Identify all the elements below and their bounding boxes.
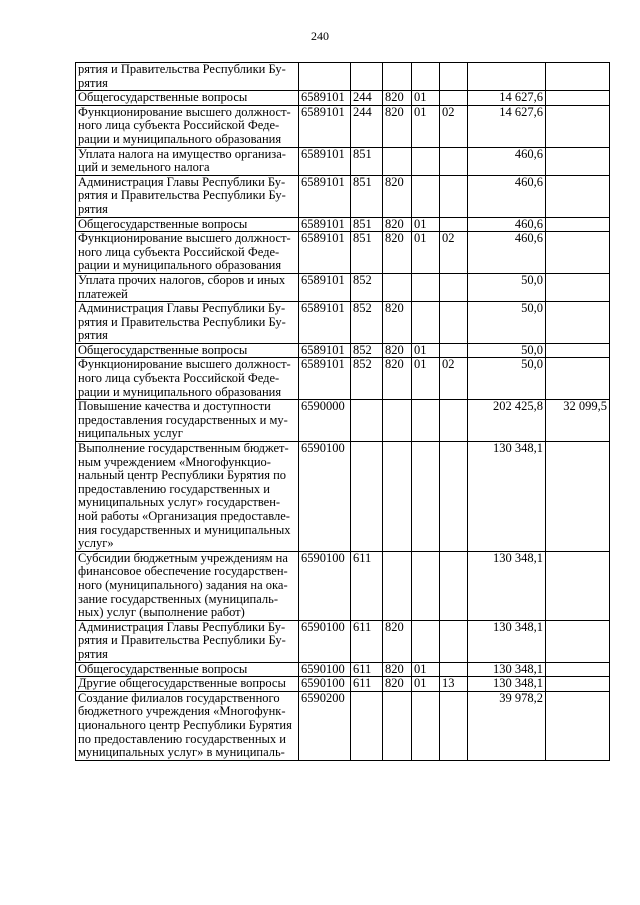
cell-amount: 50,0 (468, 302, 546, 344)
cell-amount-extra (546, 232, 610, 274)
cell-section: 01 (412, 662, 440, 677)
cell-target-code: 6589101 (299, 91, 351, 106)
cell-name: Повышение качества и доступности предоставления государственных и му- ниципальных услуг (76, 400, 299, 442)
table-row (76, 343, 610, 358)
table-row (76, 232, 610, 274)
cell-section: 01 (412, 105, 440, 147)
cell-amount-extra (546, 217, 610, 232)
table-row (76, 400, 610, 442)
cell-ministry-code: 820 (383, 620, 412, 662)
table-row (76, 662, 610, 677)
cell-target-code: 6590100 (299, 551, 351, 620)
cell-amount: 460,6 (468, 217, 546, 232)
cell-subsection (440, 343, 468, 358)
cell-name: Администрация Главы Республики Бу- рятия и Правительства Республики Бу- рятия (76, 302, 299, 344)
cell-expense-type: 244 (351, 105, 383, 147)
cell-subsection: 02 (440, 358, 468, 400)
cell-ministry-code: 820 (383, 105, 412, 147)
table-row (76, 302, 610, 344)
cell-target-code: 6589101 (299, 273, 351, 301)
cell-expense-type: 851 (351, 217, 383, 232)
cell-name: Субсидии бюджетным учреждениям на финансовое обеспечение государствен- ного (муниципального) задания на ока- зание государственных (муниципаль- ных) услуг (выполнение работ) (76, 551, 299, 620)
cell-subsection (440, 273, 468, 301)
cell-subsection (440, 302, 468, 344)
cell-expense-type (351, 63, 383, 91)
cell-ministry-code (383, 63, 412, 91)
cell-amount-extra (546, 105, 610, 147)
cell-section: 01 (412, 217, 440, 232)
table-row (76, 217, 610, 232)
cell-subsection (440, 691, 468, 760)
cell-target-code: 6590100 (299, 662, 351, 677)
cell-amount-extra (546, 551, 610, 620)
cell-amount: 130 348,1 (468, 620, 546, 662)
cell-name: Общегосударственные вопросы (76, 343, 299, 358)
cell-subsection (440, 620, 468, 662)
cell-target-code: 6590100 (299, 442, 351, 552)
cell-target-code (299, 63, 351, 91)
cell-target-code: 6589101 (299, 358, 351, 400)
cell-target-code: 6589101 (299, 147, 351, 175)
table-row (76, 273, 610, 301)
cell-amount-extra (546, 175, 610, 217)
cell-amount-extra: 32 099,5 (546, 400, 610, 442)
table-row (76, 91, 610, 106)
cell-subsection (440, 175, 468, 217)
cell-expense-type (351, 691, 383, 760)
cell-target-code: 6590000 (299, 400, 351, 442)
cell-section (412, 147, 440, 175)
table-row (76, 63, 610, 91)
cell-ministry-code (383, 551, 412, 620)
cell-amount: 460,6 (468, 147, 546, 175)
cell-amount: 14 627,6 (468, 105, 546, 147)
cell-target-code: 6589101 (299, 175, 351, 217)
budget-table (75, 62, 610, 761)
table-row (76, 442, 610, 552)
cell-amount-extra (546, 691, 610, 760)
cell-expense-type (351, 442, 383, 552)
cell-subsection (440, 662, 468, 677)
cell-name: рятия и Правительства Республики Бу- рятия (76, 63, 299, 91)
cell-expense-type: 611 (351, 677, 383, 692)
cell-target-code: 6589101 (299, 232, 351, 274)
cell-subsection (440, 400, 468, 442)
page-number: 240 (311, 29, 329, 43)
cell-expense-type: 611 (351, 662, 383, 677)
cell-ministry-code: 820 (383, 175, 412, 217)
cell-expense-type: 244 (351, 91, 383, 106)
cell-ministry-code (383, 147, 412, 175)
cell-name: Уплата налога на имущество организа- ций и земельного налога (76, 147, 299, 175)
cell-target-code: 6590200 (299, 691, 351, 760)
cell-target-code: 6589101 (299, 105, 351, 147)
cell-ministry-code: 820 (383, 91, 412, 106)
cell-amount: 202 425,8 (468, 400, 546, 442)
cell-name: Другие общегосударственные вопросы (76, 677, 299, 692)
table-row (76, 175, 610, 217)
cell-target-code: 6590100 (299, 620, 351, 662)
cell-amount: 460,6 (468, 175, 546, 217)
cell-amount-extra (546, 91, 610, 106)
cell-ministry-code: 820 (383, 217, 412, 232)
cell-target-code: 6590100 (299, 677, 351, 692)
cell-subsection: 13 (440, 677, 468, 692)
cell-expense-type: 611 (351, 620, 383, 662)
table-body (76, 63, 610, 761)
cell-section: 01 (412, 91, 440, 106)
cell-section (412, 620, 440, 662)
cell-section (412, 302, 440, 344)
cell-expense-type: 851 (351, 232, 383, 274)
cell-section (412, 63, 440, 91)
cell-amount-extra (546, 343, 610, 358)
cell-amount-extra (546, 302, 610, 344)
cell-section (412, 175, 440, 217)
cell-expense-type: 852 (351, 358, 383, 400)
cell-ministry-code: 820 (383, 662, 412, 677)
cell-expense-type: 611 (351, 551, 383, 620)
cell-amount: 50,0 (468, 343, 546, 358)
cell-section: 01 (412, 343, 440, 358)
table-row (76, 677, 610, 692)
cell-subsection (440, 147, 468, 175)
cell-amount: 39 978,2 (468, 691, 546, 760)
cell-subsection: 02 (440, 105, 468, 147)
cell-section (412, 442, 440, 552)
cell-amount-extra (546, 620, 610, 662)
cell-amount: 130 348,1 (468, 551, 546, 620)
table-row (76, 147, 610, 175)
cell-amount: 460,6 (468, 232, 546, 274)
cell-name: Администрация Главы Республики Бу- рятия и Правительства Республики Бу- рятия (76, 620, 299, 662)
cell-section (412, 551, 440, 620)
cell-amount: 130 348,1 (468, 442, 546, 552)
cell-ministry-code: 820 (383, 358, 412, 400)
cell-amount-extra (546, 147, 610, 175)
cell-target-code: 6589101 (299, 217, 351, 232)
cell-ministry-code (383, 400, 412, 442)
cell-section (412, 691, 440, 760)
cell-ministry-code (383, 691, 412, 760)
cell-name: Функционирование высшего должност- ного лица субъекта Российской Феде- рации и муниципального образования (76, 358, 299, 400)
cell-name: Выполнение государственным бюджет- ным учреждением «Многофункцио- нальный центр Республики Бурятия по предоставлению государственных и муниципальных услуг» государствен- ной работы «Организация предоставле- ния государственных и муниципальных услуг» (76, 442, 299, 552)
cell-subsection (440, 91, 468, 106)
cell-expense-type (351, 400, 383, 442)
cell-amount: 130 348,1 (468, 677, 546, 692)
cell-amount-extra (546, 63, 610, 91)
cell-name: Администрация Главы Республики Бу- рятия и Правительства Республики Бу- рятия (76, 175, 299, 217)
cell-name: Общегосударственные вопросы (76, 217, 299, 232)
table-row (76, 358, 610, 400)
cell-expense-type: 852 (351, 302, 383, 344)
cell-ministry-code (383, 442, 412, 552)
cell-expense-type: 852 (351, 343, 383, 358)
cell-subsection (440, 217, 468, 232)
cell-amount-extra (546, 273, 610, 301)
cell-subsection (440, 63, 468, 91)
cell-amount-extra (546, 677, 610, 692)
cell-name: Функционирование высшего должност- ного лица субъекта Российской Феде- рации и муниципального образования (76, 232, 299, 274)
cell-amount: 50,0 (468, 273, 546, 301)
cell-section (412, 400, 440, 442)
cell-ministry-code: 820 (383, 302, 412, 344)
cell-name: Функционирование высшего должност- ного лица субъекта Российской Феде- рации и муниципального образования (76, 105, 299, 147)
table-row (76, 691, 610, 760)
cell-name: Общегосударственные вопросы (76, 91, 299, 106)
cell-ministry-code: 820 (383, 677, 412, 692)
cell-ministry-code: 820 (383, 232, 412, 274)
cell-amount-extra (546, 442, 610, 552)
cell-section: 01 (412, 677, 440, 692)
cell-ministry-code (383, 273, 412, 301)
cell-subsection (440, 442, 468, 552)
cell-amount-extra (546, 662, 610, 677)
table-row (76, 105, 610, 147)
cell-amount-extra (546, 358, 610, 400)
cell-amount: 50,0 (468, 358, 546, 400)
cell-target-code: 6589101 (299, 302, 351, 344)
cell-name: Общегосударственные вопросы (76, 662, 299, 677)
cell-amount (468, 63, 546, 91)
cell-name: Уплата прочих налогов, сборов и иных платежей (76, 273, 299, 301)
cell-expense-type: 851 (351, 147, 383, 175)
cell-target-code: 6589101 (299, 343, 351, 358)
table-row (76, 620, 610, 662)
cell-section: 01 (412, 232, 440, 274)
cell-section (412, 273, 440, 301)
cell-expense-type: 852 (351, 273, 383, 301)
cell-subsection (440, 551, 468, 620)
cell-amount: 130 348,1 (468, 662, 546, 677)
cell-amount: 14 627,6 (468, 91, 546, 106)
cell-section: 01 (412, 358, 440, 400)
cell-subsection: 02 (440, 232, 468, 274)
cell-ministry-code: 820 (383, 343, 412, 358)
cell-name: Создание филиалов государственного бюджетного учреждения «Многофунк- ционального центр Республики Бурятия по предоставлению государственных и муниципальных услуг» в муниципаль- (76, 691, 299, 760)
table-row (76, 551, 610, 620)
cell-expense-type: 851 (351, 175, 383, 217)
